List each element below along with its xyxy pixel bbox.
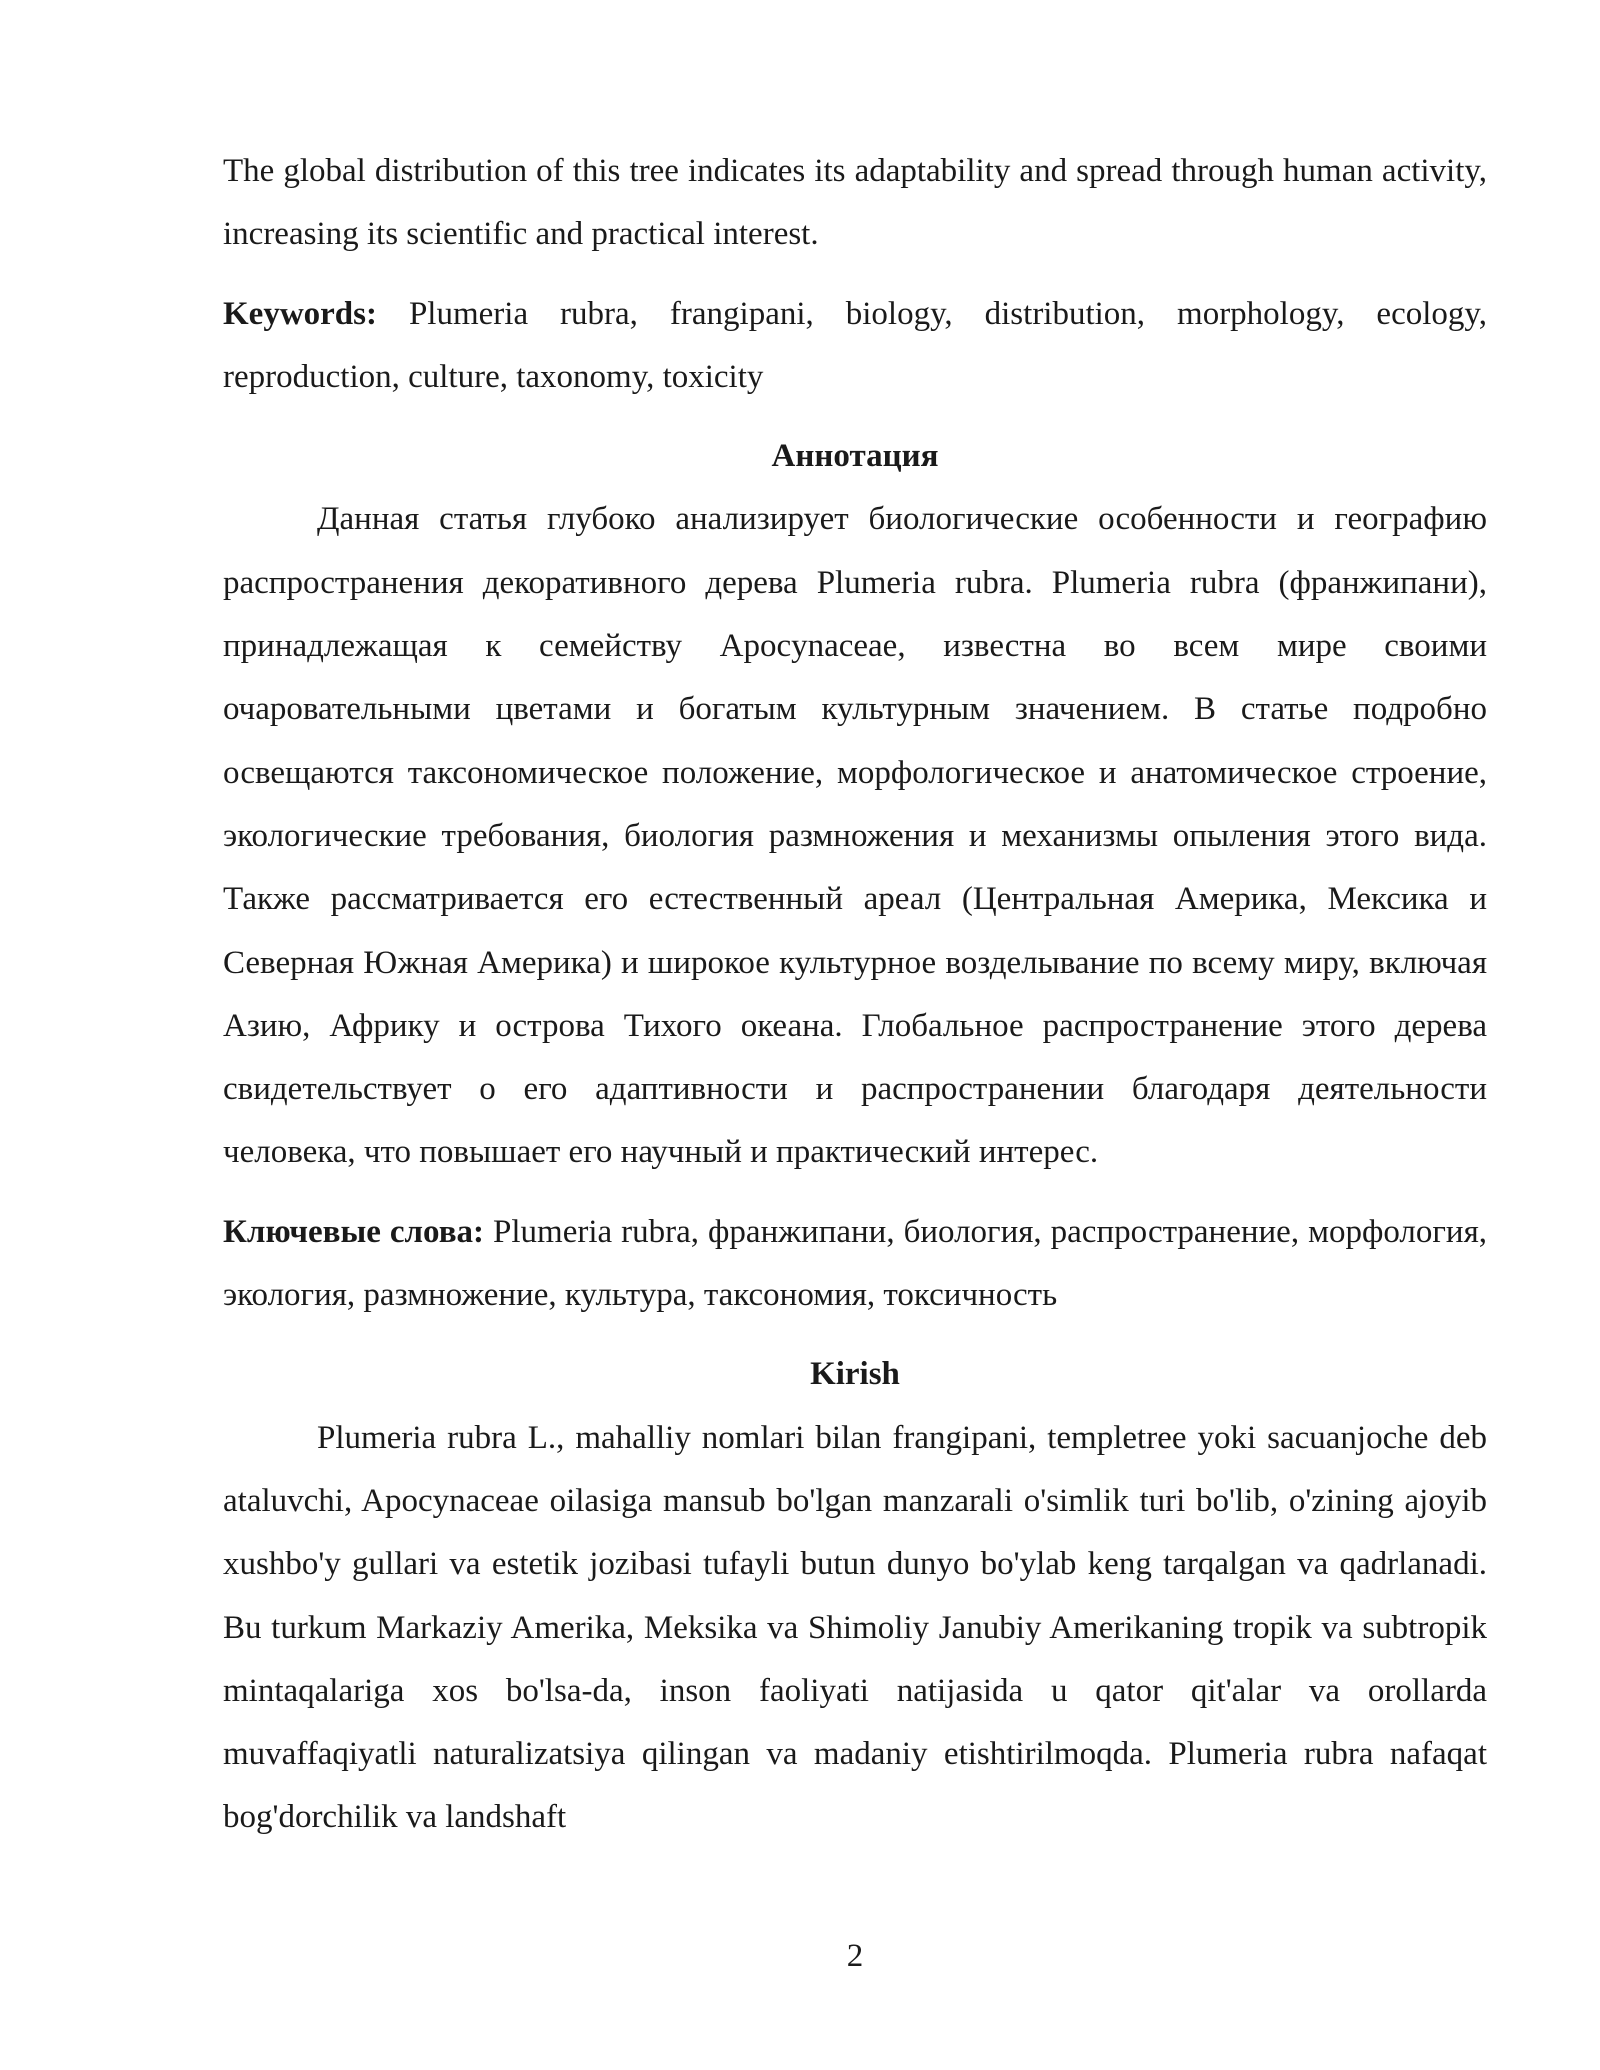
document-page bbox=[223, 140, 1487, 1850]
keywords-en bbox=[223, 283, 1487, 410]
keywords-ru bbox=[223, 1201, 1487, 1328]
keywords-ru-label: Ключевые слова: bbox=[223, 1213, 485, 1250]
keywords-en-text: Plumeria rubra, frangipani, biology, distribution, morphology, ecology, reproduction, culture, taxonomy, toxicity bbox=[223, 295, 1487, 395]
intro-heading: Kirish bbox=[810, 1356, 900, 1393]
intro-paragraph: Plumeria rubra L., mahalliy nomlari bilan frangipani, templetree yoki sacuanjoche deb ataluvchi, Apocynaceae oilasiga mansub bo'lgan manzarali o'simlik turi bo'lib, o'zining ajoyib xushbo'y gullari va estetik jozibasi tufayli butun dunyo bo'ylab keng tarqalgan va qadrlanadi. Bu turkum Markaziy Amerika, Meksika va Shimoliy Janubiy Amerikaning tropik va subtropik mintaqalariga xos bo'lsa-da, inson faoliyati natijasida u qator qit'alar va orollarda muvaffaqiyatli naturalizatsiya qilingan va madaniy etishtirilmoqda. Plumeria rubra nafaqat bog'dorchilik va landshaft bbox=[223, 1419, 1487, 1836]
keywords-en-label: Keywords: bbox=[223, 295, 377, 332]
annotation-paragraph: Данная статья глубоко анализирует биологические особенности и географию распространения декоративного дерева Plumeria rubra. Plumeria rubra (франжипани), принадлежащая к семейству Apocynaceae, известна во всем мире своими очаровательными цветами и богатым культурным значением. В статье подробно освещаются таксономическое положение, морфологическое и анатомическое строение, экологические требования, биология размножения и механизмы опыления этого вида. Также рассматривается его естественный ареал (Центральная Америка, Мексика и Северная Южная Америка) и широкое культурное возделывание по всему миру, включая Азию, Африку и острова Тихого океана. Глобальное распространение этого дерева свидетельствует о его адаптивности и распространении благодаря деятельности человека, что повышает его научный и практический интерес. bbox=[223, 501, 1487, 1171]
continuation-paragraph: The global distribution of this tree indicates its adaptability and spread through human activity, increasing its scientific and practical interest. bbox=[223, 153, 1487, 253]
page-number: 2 bbox=[846, 1938, 864, 1974]
annotation-heading: Аннотация bbox=[771, 438, 939, 475]
keywords-ru-text: Plumeria rubra, франжипани, биология, распространение, морфология, экология, размножение, культура, таксономия, токсичность bbox=[223, 1213, 1487, 1314]
